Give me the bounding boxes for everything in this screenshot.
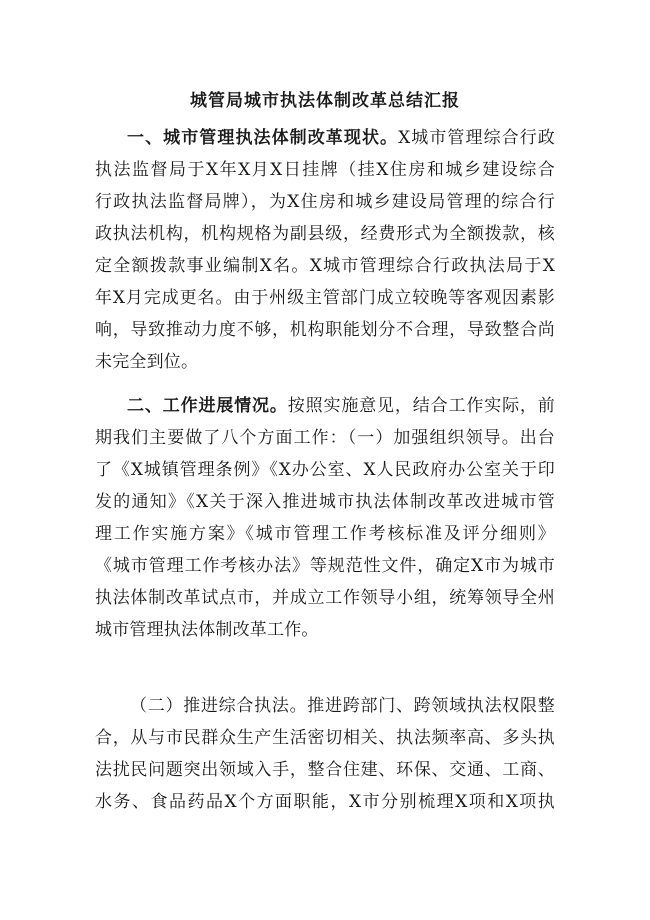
document-title: 城管局城市执法体制改革总结汇报 — [190, 91, 460, 111]
section2-line: 期我们主要做了八个方面工作：（一）加强组织领导。出台 — [95, 428, 555, 448]
section1-heading: 一、城市管理执法体制改革现状。 — [127, 128, 399, 148]
section1-line: 定全额拨款事业编制X名。X城市管理综合行政执法局于X — [95, 256, 555, 276]
section1-line1-text: X城市管理综合行政 — [398, 128, 556, 148]
section2-line: 了《X城镇管理条例》《X办公室、X人民政府办公室关于印 — [95, 460, 555, 480]
section2-line-1 — [127, 390, 555, 422]
section1-line: 政执法机构，机构规格为副县级，经费形式为全额拨款，核 — [95, 224, 555, 244]
section1-line-1 — [127, 122, 555, 154]
section2-line1-text: 按照实施意见，结合工作实际，前 — [287, 396, 555, 416]
section3-line: 水务、食品药品X个方面职能，X市分别梳理X项和X项执 — [95, 792, 555, 812]
section3-line: 法扰民问题突出领域入手，整合住建、环保、交通、工商、 — [95, 760, 555, 780]
section2-line: 理工作实施方案》《城市管理工作考核标准及评分细则》 — [95, 524, 555, 544]
section3-line: 合，从与市民群众生产生活密切相关、执法频率高、多头执 — [95, 728, 555, 748]
section1-line: 执法监督局于X年X月X日挂牌（挂X住房和城乡建设综合 — [95, 160, 555, 180]
section2-line: 《城市管理工作考核办法》等规范性文件，确定X市为城市 — [95, 556, 555, 576]
section1-line: 行政执法监督局牌），为X住房和城乡建设局管理的综合行 — [95, 192, 555, 212]
section1-line: 年X月完成更名。由于州级主管部门成立较晚等客观因素影 — [95, 288, 555, 308]
section2-line: 城市管理执法体制改革工作。 — [95, 620, 319, 640]
section3-line-1: （二）推进综合执法。推进跨部门、跨领域执法权限整 — [130, 696, 555, 716]
section1-line: 响，导致推动力度不够，机构职能划分不合理，导致整合尚 — [95, 320, 555, 340]
section1-line: 未完全到位。 — [95, 352, 199, 372]
section2-line: 发的通知》《X关于深入推进城市执法体制改革改进城市管 — [95, 492, 555, 512]
section2-line: 执法体制改革试点市，并成立工作领导小组，统筹领导全州 — [95, 588, 555, 608]
section2-heading: 二、工作进展情况。 — [127, 396, 288, 416]
